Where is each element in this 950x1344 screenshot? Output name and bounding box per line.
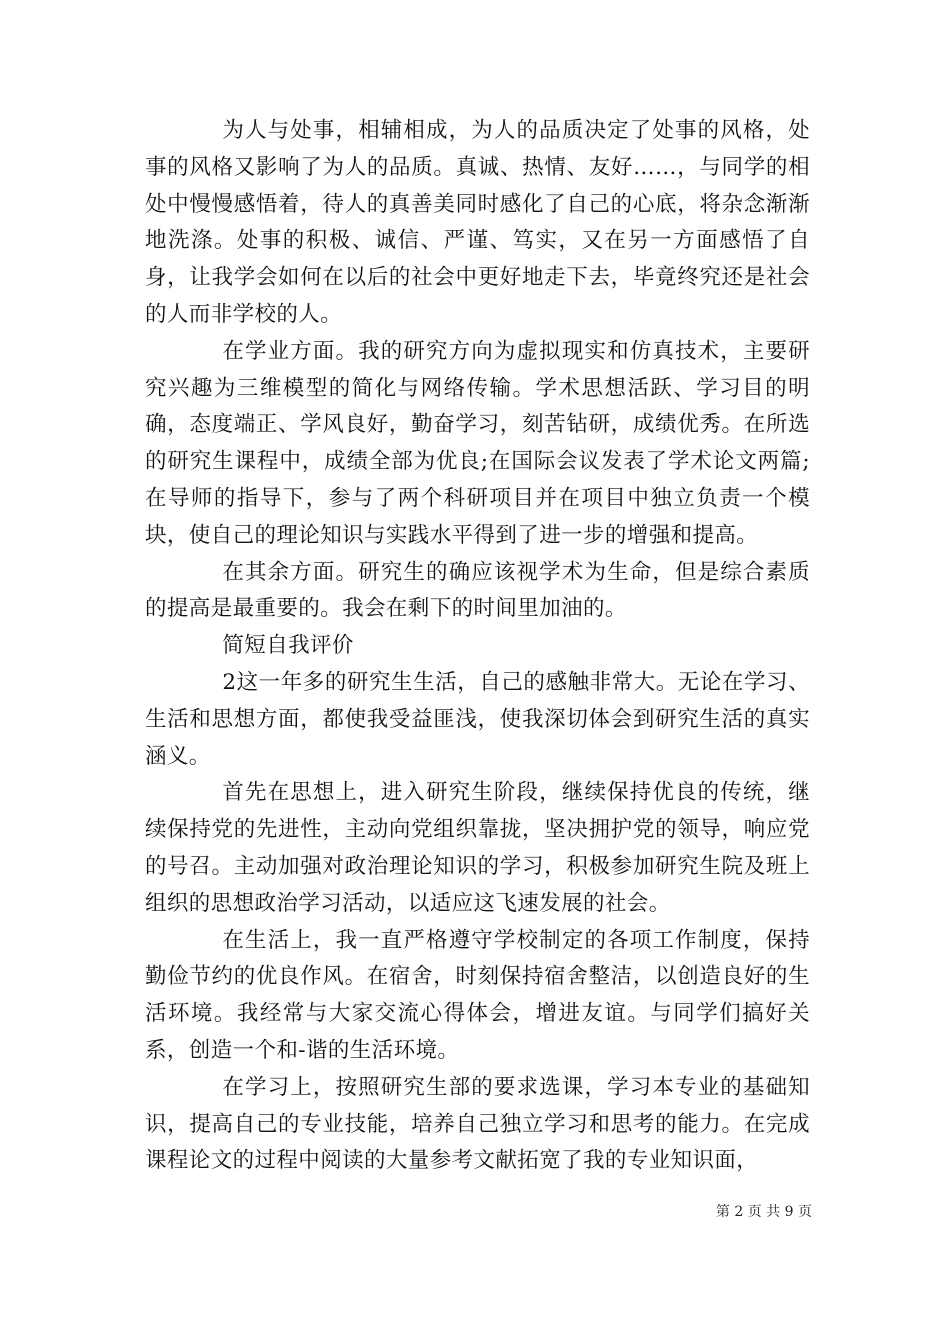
- paragraph-thought: 首先在思想上，进入研究生阶段，继续保持优良的传统，继续保持党的先进性，主动向党组织靠拢，坚决拥护党的领导，响应党的号召。主动加强对政治理论知识的学习，积极参加研究生院及班上组织的思想政治学习活动，以适应这飞速发展的社会。: [145, 780, 810, 916]
- paragraph-character: 为人与处事，相辅相成，为人的品质决定了处事的风格，处事的风格又影响了为人的品质。真诚、热情、友好……，与同学的相处中慢慢感悟着，待人的真善美同时感化了自己的心底，将杂念渐渐地洗涤。处事的积极、诚信、严谨、笃实，又在另一方面感悟了自身，让我学会如何在以后的社会中更好地走下去，毕竟终究还是社会的人而非学校的人。: [145, 118, 810, 327]
- paragraph-academics: 在学业方面。我的研究方向为虚拟现实和仿真技术，主要研究兴趣为三维模型的简化与网络传输。学术思想活跃、学习目的明确，态度端正、学风良好，勤奋学习，刻苦钻研，成绩优秀。在所选的研究生课程中，成绩全部为优良;在国际会议发表了学术论文两篇;在导师的指导下，参与了两个科研项目并在项目中独立负责一个模块，使自己的理论知识与实践水平得到了进一步的增强和提高。: [145, 338, 810, 548]
- section-heading: 简短自我评价: [222, 633, 354, 659]
- paragraph-study: 在学习上，按照研究生部的要求选课，学习本专业的基础知识，提高自己的专业技能，培养自己独立学习和思考的能力。在完成课程论文的过程中阅读的大量参考文献拓宽了我的专业知识面，: [145, 1074, 810, 1174]
- paragraph-other-aspects: 在其余方面。研究生的确应该视学术为生命，但是综合素质的提高是最重要的。我会在剩下的时间里加油的。: [145, 559, 810, 622]
- body-text: [145, 113, 810, 1180]
- page-number: 第 2 页 共 9 页: [715, 1204, 812, 1220]
- paragraph-intro: 2这一年多的研究生生活，自己的感触非常大。无论在学习、生活和思想方面，都使我受益匪浅，使我深切体会到研究生活的真实涵义。: [145, 669, 810, 769]
- paragraph-life: 在生活上，我一直严格遵守学校制定的各项工作制度，保持勤俭节约的优良作风。在宿舍，时刻保持宿舍整洁，以创造良好的生活环境。我经常与大家交流心得体会，增进友谊。与同学们搞好关系，创造一个和-谐的生活环境。: [145, 927, 810, 1063]
